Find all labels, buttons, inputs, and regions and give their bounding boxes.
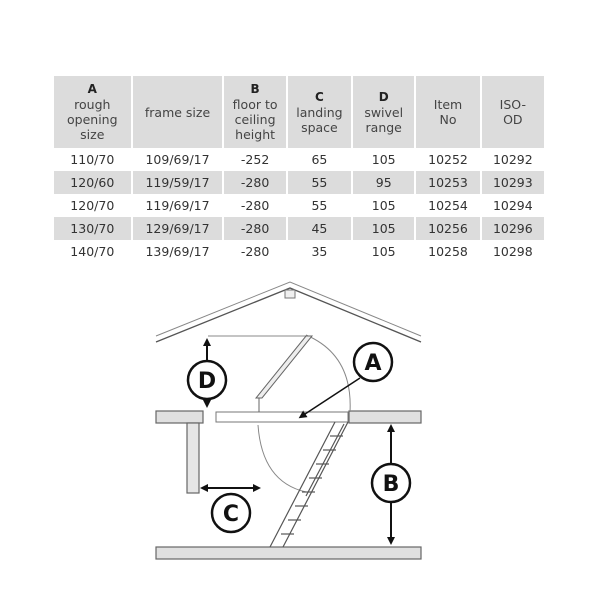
table-cell: 10292 [492, 152, 533, 167]
label-a: A [364, 351, 382, 376]
header-text: No [439, 112, 457, 127]
table-cell: 120/70 [54, 194, 132, 217]
table-cell: 10258 [415, 240, 480, 263]
table-cell: -280 [223, 240, 286, 263]
table-cell: 120/60 [54, 171, 132, 194]
table-cell: 109/69/17 [132, 148, 224, 171]
table-cell: 10256 [415, 217, 480, 240]
table-cell: 55 [287, 194, 352, 217]
header-letter: A [87, 82, 97, 96]
table-cell: 10298 [492, 244, 533, 259]
header-text: range [365, 119, 402, 135]
header-letter: B [250, 82, 260, 96]
header-text: ISO- [499, 97, 526, 112]
label-d: D [197, 369, 217, 394]
table-cell: -252 [223, 148, 286, 171]
wall [187, 423, 199, 493]
header-text: size [80, 127, 105, 142]
table-cell: 45 [287, 217, 352, 240]
roof [156, 282, 421, 342]
header-text: Item [433, 97, 463, 112]
table-cell: -280 [223, 171, 286, 194]
header-text: ceiling [234, 112, 276, 127]
table-cell: 10253 [415, 171, 480, 194]
header-letter: C [314, 89, 324, 104]
hatch-frame [216, 412, 348, 422]
table-cell: 35 [287, 240, 352, 263]
label-c: C [222, 502, 240, 527]
dimension-d [188, 342, 226, 404]
table-cell: 10294 [492, 198, 533, 213]
table-cell: 105 [352, 217, 415, 240]
ceiling-left [156, 411, 203, 423]
table-cell: 95 [352, 171, 415, 194]
header-text: height [235, 127, 276, 142]
table-cell: 130/70 [54, 217, 132, 240]
table-cell: 129/69/17 [132, 217, 224, 240]
header-text: OD [503, 112, 523, 127]
table-cell: -280 [223, 217, 286, 240]
table-cell: 119/59/17 [132, 171, 224, 194]
table-cell: 10254 [415, 194, 480, 217]
header-text: opening [67, 112, 118, 127]
table-cell: 110/70 [54, 148, 132, 171]
header-text: swivel [364, 104, 404, 120]
header-text: landing [296, 104, 343, 120]
ceiling-right [349, 411, 421, 423]
table-cell: 65 [287, 148, 352, 171]
table-cell: 105 [352, 148, 415, 171]
deployed-ladder [270, 422, 348, 547]
dimension-b [372, 428, 410, 541]
table-cell: 119/69/17 [132, 194, 224, 217]
table-cell: 55 [287, 171, 352, 194]
table-cell: 105 [352, 240, 415, 263]
header-text: rough [74, 97, 111, 112]
table-cell: 105 [352, 194, 415, 217]
header-text: frame size [144, 104, 211, 120]
table-cell: 10252 [415, 148, 480, 171]
dimension-c [204, 488, 257, 532]
table-cell: 139/69/17 [132, 240, 224, 263]
folded-ladder [256, 336, 312, 412]
table-cell: 10293 [481, 171, 544, 194]
label-b: B [382, 472, 400, 497]
table-cell: -280 [223, 194, 286, 217]
header-letter: D [378, 89, 389, 104]
floor [156, 547, 421, 559]
header-text: floor to [232, 97, 278, 112]
table-cell: 10296 [481, 217, 544, 240]
table-cell: 140/70 [54, 240, 132, 263]
header-text: space [301, 119, 338, 135]
